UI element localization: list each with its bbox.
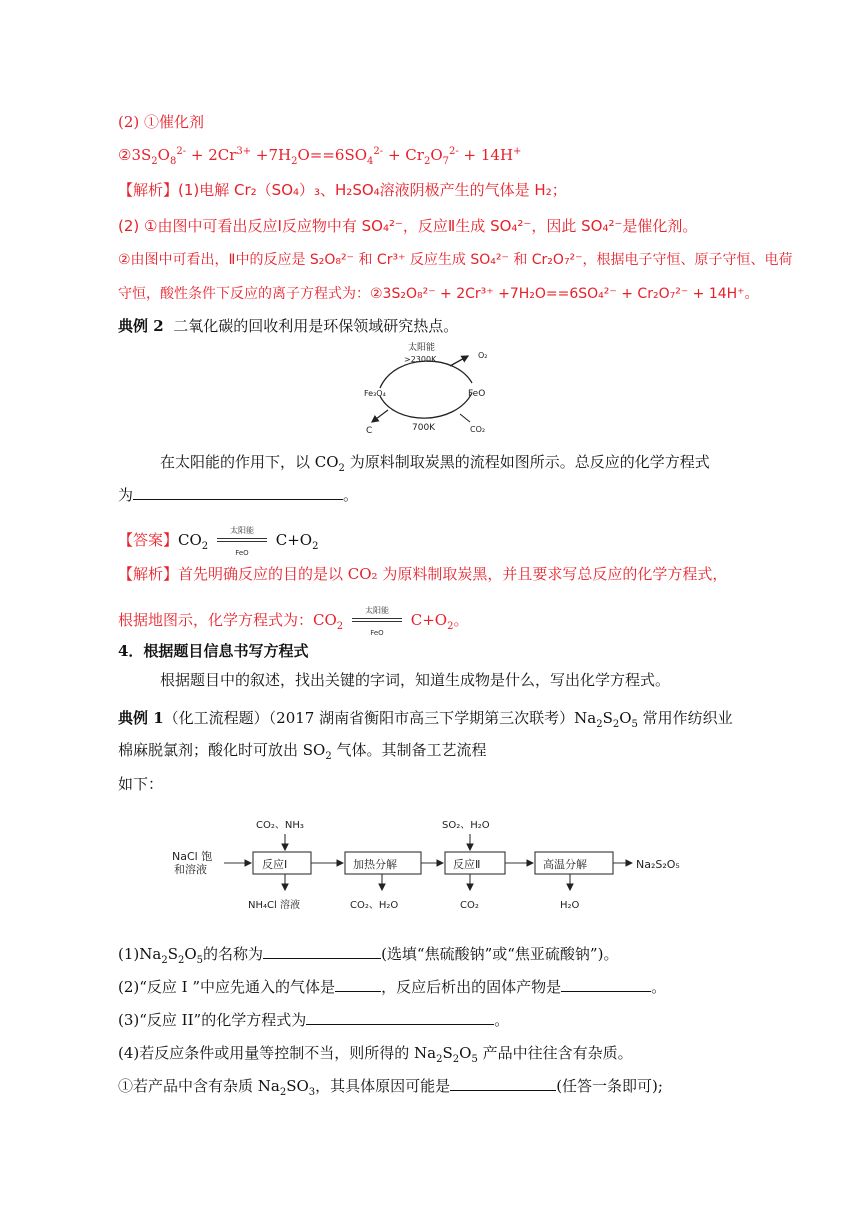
example-2-analysis-2: 根据地图示，化学方程式为：$CO_2$ 太阳能 FeO $C+O_2$。: [118, 606, 469, 637]
example-2-body: 在太阳能的作用下，以 $CO_2$ 为原料制取炭黑的流程如图所示。总反应的化学方程式: [160, 453, 710, 474]
question-1: $(1)Na_2S_2O_5$的名称为 (选填“焦硫酸钠”或“焦亚硫酸钠”)。: [118, 945, 619, 966]
cycle-label-c: C: [366, 426, 373, 436]
cycle-label-feo: FeO: [468, 389, 486, 399]
question-4: (4)若反应条件或用量等控制不当，则所得的 $Na_2S_2O_5$ 产品中往往含有杂质。: [118, 1044, 633, 1065]
analysis-line-2: (2) ①由图中可看出反应Ⅰ反应物中有 SO₄²⁻，反应Ⅱ生成 SO₄²⁻，因此 SO₄²⁻是催化剂。: [118, 217, 698, 235]
fe-oxide-cycle-diagram: [360, 338, 500, 438]
cycle-label-temp-high: >2300K: [404, 355, 437, 364]
flow-box-high-temp-decompose: 高温分解: [543, 858, 587, 871]
cycle-label-fe3o4: Fe₃O₄: [364, 389, 386, 398]
q1-blank[interactable]: [263, 944, 381, 959]
flow-box-heat-decompose: 加热分解: [353, 858, 397, 871]
example-1-line-2: 棉麻脱氯剂；酸化时可放出 $SO_2$ 气体。其制备工艺流程: [118, 741, 487, 762]
reaction-arrow-equals-2: 太阳能 FeO: [348, 611, 406, 631]
example-2-heading: 典例 2 二氧化碳的回收利用是环保领域研究热点。: [118, 317, 459, 335]
flow-input-2: 和溶液: [174, 863, 207, 876]
process-flow-diagram: [170, 812, 700, 922]
answer-q2-equation: $②3S_2O_8^{2-} + 2Cr^{3+} +7H_2O==6SO_4^{2-} + Cr_2O_7^{2-} + 14H^+$: [118, 146, 522, 167]
flow-product: Na₂S₂O₅: [636, 858, 680, 871]
q2-blank-1[interactable]: [335, 977, 381, 992]
flow-output-3: CO₂: [460, 900, 479, 911]
q2-blank-2[interactable]: [561, 977, 651, 992]
flow-output-2: CO₂、H₂O: [350, 900, 399, 911]
answer-q2-line1: (2) ①催化剂: [118, 113, 205, 131]
analysis-line-4: 守恒，酸性条件下反应的离子方程式为：②3S₂O₈²⁻ + 2Cr³⁺ +7H₂O==6SO₄²⁻ + Cr₂O₇²⁻ + 14H⁺。: [118, 286, 759, 302]
section-4-text: 根据题目中的叙述，找出关键的字词，知道生成物是什么，写出化学方程式。: [160, 671, 671, 689]
example-2-body-2: 为 。: [118, 486, 359, 504]
q4-1-blank[interactable]: [450, 1076, 556, 1091]
flow-output-1: NH₄Cl 溶液: [248, 900, 300, 911]
cycle-label-temp-low: 700K: [412, 423, 436, 433]
example-1-line-3: 如下：: [118, 775, 164, 793]
analysis-line-1: 【解析】(1)电解 Cr₂（SO₄）₃、H₂SO₄溶液阴极产生的气体是 H₂；: [118, 181, 567, 199]
cycle-label-o2: O₂: [478, 351, 488, 360]
flow-box-reaction-2: 反应Ⅱ: [453, 858, 481, 871]
analysis-line-3: ②由图中可看出，Ⅱ中的反应是 S₂O₈²⁻ 和 Cr³⁺ 反应生成 SO₄²⁻ 和 Cr₂O₇²⁻，根据电子守恒、原子守恒、电荷: [118, 252, 793, 268]
example-2-analysis-1: 【解析】首先明确反应的目的是以 CO₂ 为原料制取炭黑，并且要求写总反应的化学方程式，: [118, 565, 728, 583]
q3-blank[interactable]: [306, 1010, 494, 1025]
question-4-1: ①若产品中含有杂质 $Na_2SO_3$，其具体原因可能是 (任答一条即可);: [118, 1077, 663, 1098]
section-4-title: 4．根据题目信息书写方程式: [118, 642, 309, 660]
flow-input: NaCl 饱: [172, 850, 213, 863]
example-2-answer: 【答案】$CO_2$ 太阳能 FeO $C+O_2$: [118, 526, 319, 557]
question-3: (3)“反应 II”的化学方程式为 。: [118, 1011, 510, 1029]
flow-input-reaction-2: SO₂、H₂O: [442, 820, 490, 831]
example-1-line-1: 典例 1（化工流程题）（2017 湖南省衡阳市高三下学期第三次联考）$Na_2S_2O_5$ 常用作纺织业: [118, 709, 733, 730]
flow-output-4: H₂O: [560, 900, 580, 911]
reaction-arrow-equals: 太阳能 FeO: [213, 531, 271, 551]
answer-blank[interactable]: [133, 485, 343, 500]
flow-input-reaction-1: CO₂、NH₃: [256, 820, 304, 831]
cycle-label-solar: 太阳能: [408, 343, 436, 353]
cycle-label-co2: CO₂: [470, 425, 486, 434]
flow-box-reaction-1: 反应Ⅰ: [262, 858, 288, 871]
question-2: (2)“反应 I ”中应先通入的气体是 ，反应后析出的固体产物是 。: [118, 978, 667, 996]
